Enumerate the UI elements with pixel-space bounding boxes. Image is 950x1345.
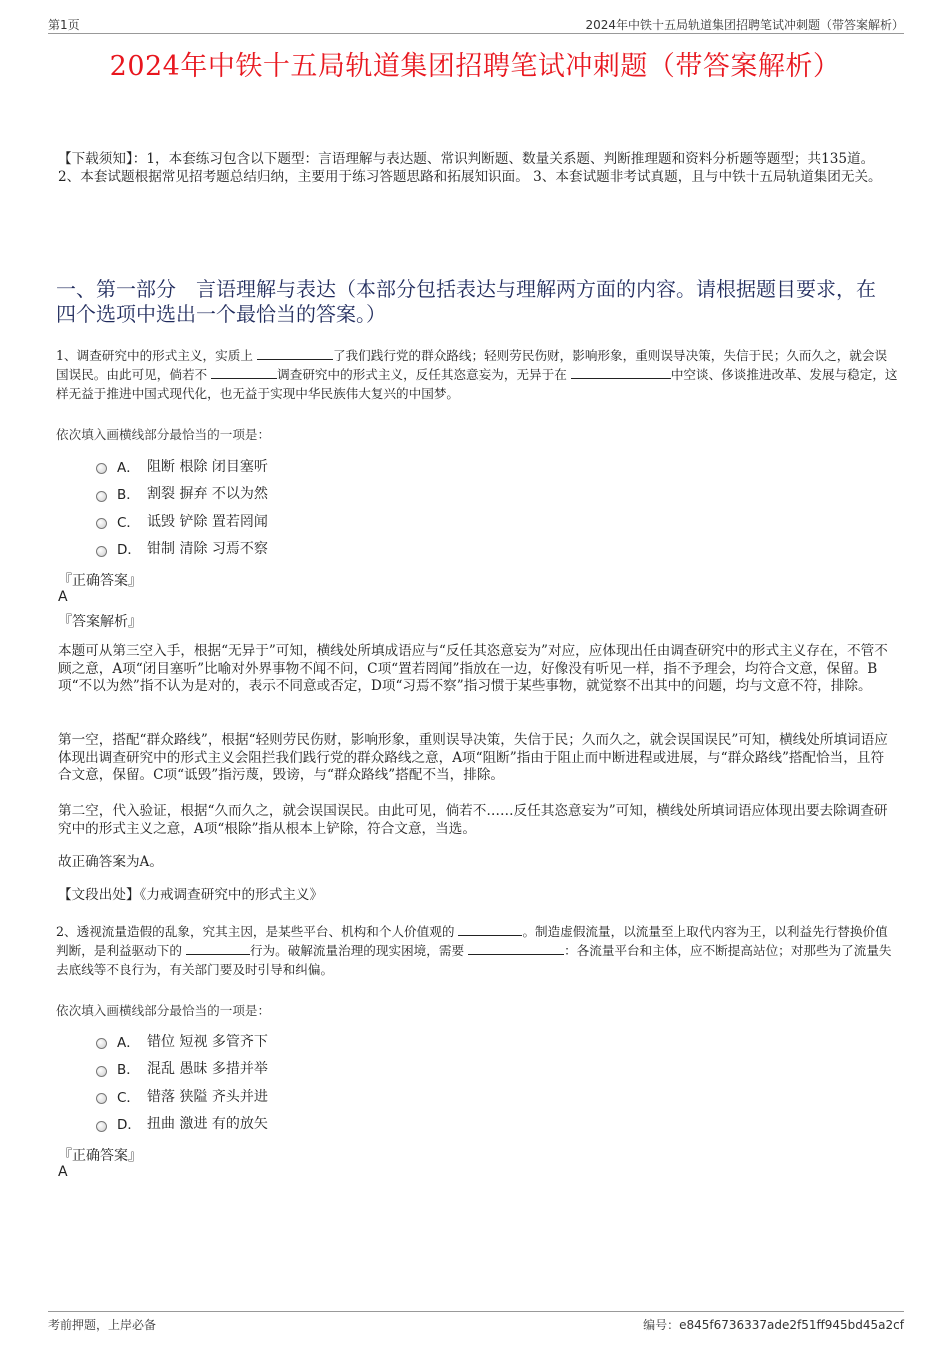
question-1-text: 1、调查研究中的形式主义，实质上 了我们践行党的群众路线；轻则劳民伤财，影响形象，重则误导决策，失信于民；久而久之，就会误国误民。由此可见，倘若不 调查研究中的形式主义，反任其恣意妄为，无异于在 中空谈、侈谈推进改革、发展与稳定，这样无益于推进中国式现代化，也无益于实现中华民族伟大复兴的中国梦。 (56, 348, 898, 401)
blank-1 (257, 346, 333, 360)
footer-slogan: 考前押题，上岸必备 (48, 1318, 157, 1332)
blank-2 (186, 941, 250, 955)
option-c[interactable]: C． 错落 狭隘 齐头并进 (96, 1082, 268, 1110)
page-number: 第1页 (48, 18, 80, 32)
analysis-paragraph: 第二空，代入验证，根据“久而久之，就会误国误民。由此可见，倘若不……反任其恣意妄为”可知，横线处所填词语应体现出要去除调查研究中的形式主义之意，A项“根除”指从根本上铲除，符合文意，当选。 (58, 803, 888, 837)
option-d[interactable]: D． 扭曲 激进 有的放矢 (96, 1110, 268, 1138)
option-a[interactable]: A． 阻断 根除 闭目塞听 (96, 452, 268, 480)
answer-label: 『正确答案』 (58, 573, 142, 589)
footer-serial: 编号：e845f6736337ade2f51ff945bd45a2cf (643, 1318, 904, 1332)
option-b[interactable]: B． 割裂 摒弃 不以为然 (96, 480, 268, 508)
answer-value: A (58, 1164, 68, 1180)
option-c[interactable]: C． 诋毁 铲除 置若罔闻 (96, 507, 268, 535)
blank-2 (211, 365, 277, 379)
source-citation: 【文段出处】《力戒调查研究中的形式主义》 (58, 887, 324, 903)
radio-icon[interactable] (96, 1093, 107, 1104)
blank-3 (468, 941, 564, 955)
radio-icon[interactable] (96, 546, 107, 557)
radio-icon[interactable] (96, 491, 107, 502)
question-2-text: 2、透视流量造假的乱象，究其主因，是某些平台、机构和个人价值观的 。制造虚假流量，以流量至上取代内容为王，以利益先行替换价值判断，是利益驱动下的 行为。破解流量治理的现实困境，需要 ：各流量平台和主体，应不断提高站位；对那些为了流量失去底线等不良行为，有关部门要及时引导和纠偏。 (56, 924, 892, 977)
download-notice: 【下载须知】：1，本套练习包含以下题型：言语理解与表达题、常识判断题、数量关系题、判断推理题和资料分析题等题型；共135道。 2、本套试题根据常见招考题总结归纳，主要用于练习答题思路和拓展知识面。 3、本套试题非考试真题，且与中铁十五局轨道集团无关。 (58, 151, 882, 185)
answer-label: 『正确答案』 (58, 1148, 142, 1164)
analysis-label: 『答案解析』 (58, 614, 142, 630)
analysis-paragraph: 第一空，搭配“群众路线”，根据“轻则劳民伤财，影响形象，重则误导决策，失信于民；久而久之，就会误国误民”可知，横线处所填词语应体现出调查研究中的形式主义会阻拦我们践行党的群众路线之意，A项“阻断”指由于阻止而中断进程或进展，与“群众路线”搭配恰当，且符合文意，保留。C项“诋毁”指污蔑，毁谤，与“群众路线”搭配不当，排除。 (58, 732, 888, 783)
question-1-instruction: 依次填入画横线部分最恰当的一项是： (56, 427, 271, 442)
option-d[interactable]: D． 钳制 清除 习焉不察 (96, 535, 268, 563)
analysis-conclusion: 故正确答案为A。 (58, 854, 163, 870)
radio-icon[interactable] (96, 463, 107, 474)
radio-icon[interactable] (96, 1121, 107, 1132)
option-a[interactable]: A． 错位 短视 多管齐下 (96, 1027, 268, 1055)
document-title: 2024年中铁十五局轨道集团招聘笔试冲刺题（带答案解析） (109, 51, 841, 82)
radio-icon[interactable] (96, 1038, 107, 1049)
blank-3 (571, 365, 671, 379)
option-b[interactable]: B． 混乱 愚昧 多措并举 (96, 1055, 268, 1083)
question-2-instruction: 依次填入画横线部分最恰当的一项是： (56, 1003, 271, 1018)
radio-icon[interactable] (96, 1066, 107, 1077)
radio-icon[interactable] (96, 518, 107, 529)
section-heading: 一、第一部分 言语理解与表达（本部分包括表达与理解两方面的内容。请根据题目要求，在四个选项中选出一个最恰当的答案。） (56, 277, 876, 326)
analysis-paragraph: 本题可从第三空入手，根据“无异于”可知，横线处所填成语应与“反任其恣意妄为”对应，应体现出任由调查研究中的形式主义存在，不管不顾之意，A项“闭目塞听”比喻对外界事物不闻不问，C项“置若罔闻”指放在一边，好像没有听见一样，指不予理会，均符合文意，保留。B项“不以为然”指不认为是对的，表示不同意或否定，D项“习焉不察”指习惯于某些事物，就觉察不出其中的问题，均与文意不符，排除。 (58, 643, 888, 694)
page-footer (48, 1311, 904, 1332)
answer-value: A (58, 589, 68, 605)
header-doc-title: 2024年中铁十五局轨道集团招聘笔试冲刺题（带答案解析） (585, 18, 904, 32)
question-1-options (96, 452, 268, 562)
page-header (48, 15, 904, 34)
question-2-options (96, 1027, 268, 1137)
blank-1 (458, 922, 522, 936)
